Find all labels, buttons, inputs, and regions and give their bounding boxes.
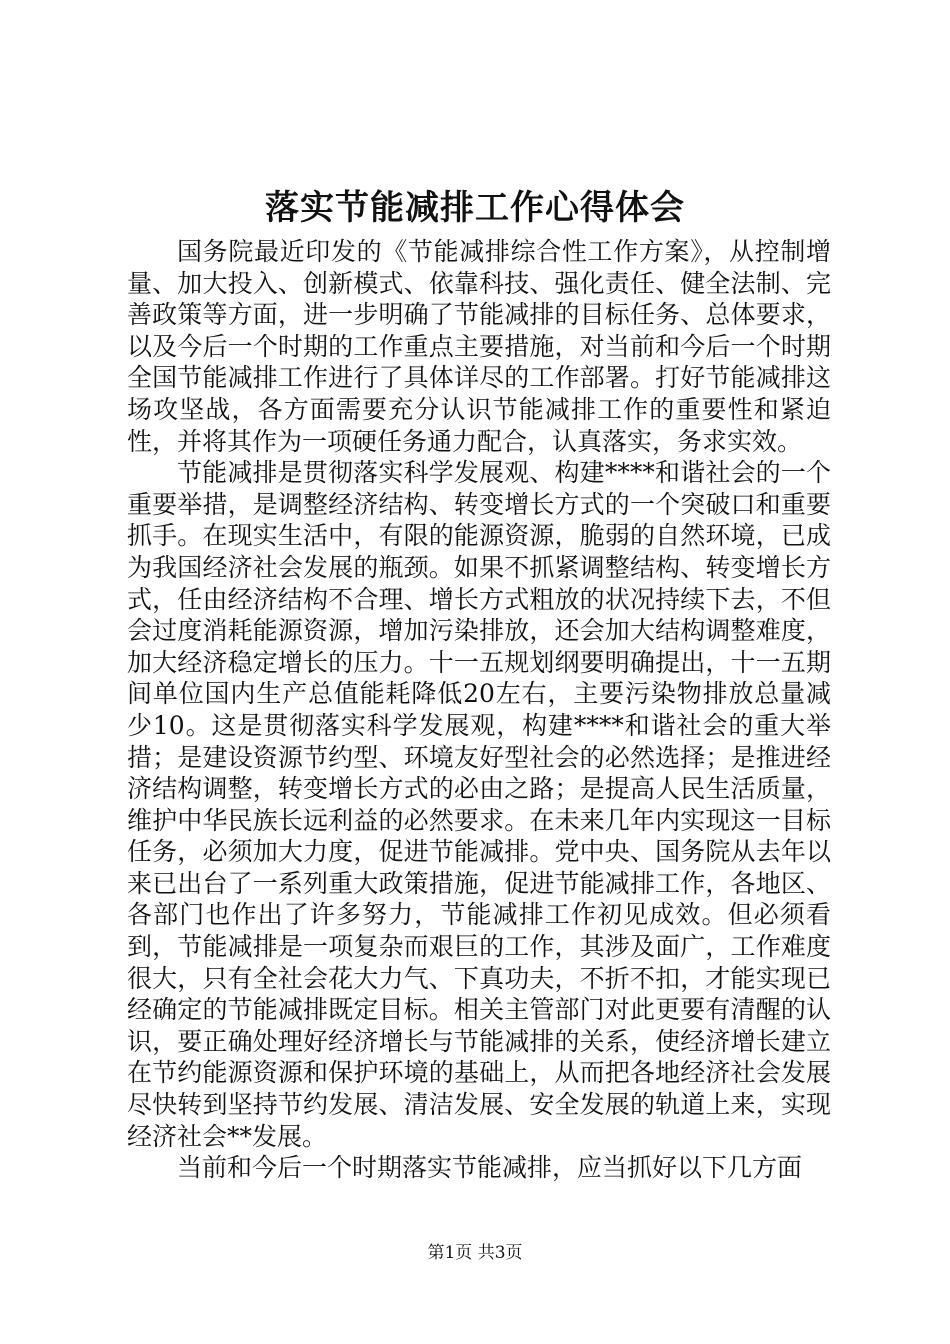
document-body	[127, 236, 831, 1184]
paragraph-3: 当前和今后一个时期落实节能减排，应当抓好以下几方面	[177, 1153, 803, 1183]
paragraph-1: 国务院最近印发的《节能减排综合性工作方案》，从控制增量、加大投入、创新模式、依靠科技、强化责任、健全法制、完善政策等方面，进一步明确了节能减排的目标任务、总体要求，以及今后一个时期的工作重点主要措施，对当前和今后一个时期全国节能减排工作进行了具体详尽的工作部署。打好节能减排这场攻坚战，各方面需要充分认识节能减排工作的重要性和紧迫性，并将其作为一项硬任务通力配合，认真落实，务求实效。	[127, 237, 831, 456]
page-footer	[0, 1242, 950, 1264]
paragraph-2: 节能减排是贯彻落实科学发展观、构建****和谐社会的一个重要举措，是调整经济结构、转变增长方式的一个突破口和重要抓手。在现实生活中，有限的能源资源，脆弱的自然环境，已成为我国经济社会发展的瓶颈。如果不抓紧调整结构、转变增长方式，任由经济结构不合理、增长方式粗放的状况持续下去，不但会过度消耗能源资源，增加污染排放，还会加大结构调整难度，加大经济稳定增长的压力。十一五规划纲要明确提出，十一五期间单位国内生产总值能耗降低20左右，主要污染物排放总量减少10。这是贯彻落实科学发展观，构建****和谐社会的重大举措；是建设资源节约型、环境友好型社会的必然选择；是推进经济结构调整，转变增长方式的必由之路；是提高人民生活质量，维护中华民族长远利益的必然要求。在未来几年内实现这一目标任务，必须加大力度，促进节能减排。党中央、国务院从去年以来已出台了一系列重大政策措施，促进节能减排工作，各地区、各部门也作出了许多努力，节能减排工作初见成效。但必须看到，节能减排是一项复杂而艰巨的工作，其涉及面广，工作难度很大，只有全社会花大力气、下真功夫，不折不扣，才能实现已经确定的节能减排既定目标。相关主管部门对此更要有清醒的认识，要正确处理好经济增长与节能减排的关系，使经济增长建立在节约能源资源和保护环境的基础上，从而把各地经济社会发展尽快转到坚持节约发展、清洁发展、安全发展的轨道上来，实现经济社会**发展。	[127, 458, 831, 1151]
document-title: 落实节能减排工作心得体会	[265, 188, 685, 228]
page-number: 第1页 共3页	[427, 1243, 523, 1263]
